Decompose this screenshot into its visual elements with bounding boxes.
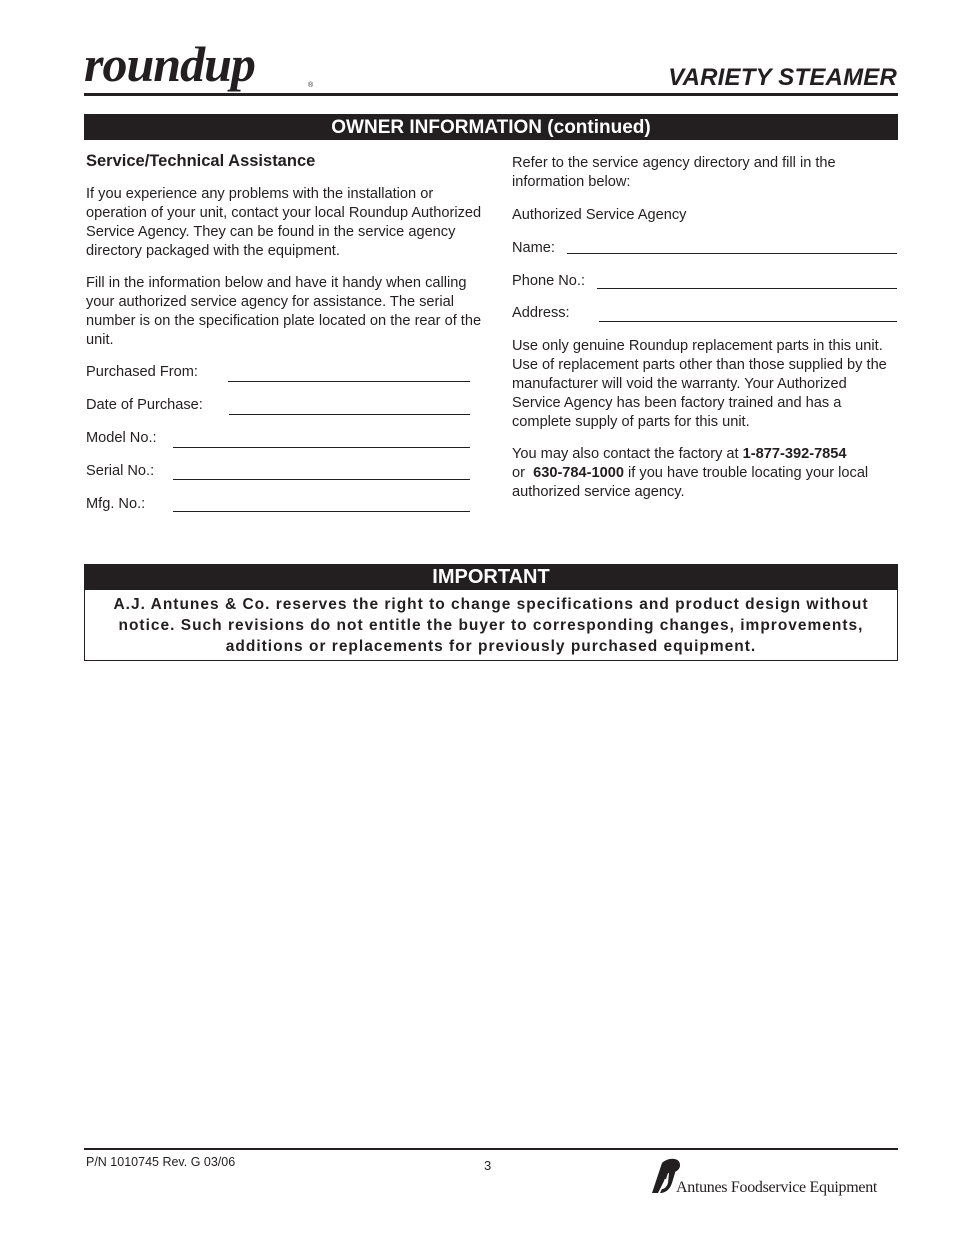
agency-address-field[interactable] <box>599 321 897 322</box>
model-no-field[interactable] <box>173 447 470 448</box>
company-name: Antunes Foodservice Equipment <box>676 1179 878 1196</box>
serial-no-field[interactable] <box>173 479 470 480</box>
part-number: P/N 1010745 Rev. G 03/06 <box>86 1155 236 1169</box>
purchased-from-field[interactable] <box>228 381 470 382</box>
mfg-no-label: Mfg. No.: <box>86 496 146 512</box>
agency-name-field[interactable] <box>567 253 897 254</box>
serial-no-label: Serial No.: <box>86 463 155 479</box>
model-no-label: Model No.: <box>86 430 157 446</box>
section-title-owner-information: OWNER INFORMATION (continued) <box>84 114 898 140</box>
footer-divider <box>84 1148 898 1150</box>
agency-address-label: Address: <box>512 305 570 321</box>
directory-instructions: Refer to the service agency directory and fill in the information below: <box>512 155 836 190</box>
factory-contact-paragraph <box>512 445 902 502</box>
service-assistance-paragraph: If you experience any problems with the installation or operation of your unit, contact your local Roundup Authorized Service Agency. They can be found in the service agency directory packaged with the equipment. <box>86 186 482 259</box>
contact-suffix: if you have trouble locating your local authorized service agency. <box>512 465 869 500</box>
mfg-no-field[interactable] <box>173 511 470 512</box>
contact-or: or <box>512 465 525 481</box>
important-notice-text: A.J. Antunes & Co. reserves the right to change specifications and product design without notice. Such revisions do not entitle the buyer to corresponding changes, improvements, additions or replacements for previously purchased equipment. <box>113 596 869 655</box>
contact-prefix: You may also contact the factory at <box>512 446 739 462</box>
header-divider <box>84 93 898 96</box>
logo-wordmark: roundup <box>84 36 255 92</box>
replacement-parts-paragraph: Use only genuine Roundup replacement parts in this unit. Use of replacement parts other than those supplied by the manufacturer will void the warranty. Your Authorized Service Agency has been factory trained and has a complete supply of parts for this unit. <box>512 338 887 430</box>
document-title: VARIETY STEAMER <box>668 64 897 91</box>
date-of-purchase-label: Date of Purchase: <box>86 397 203 413</box>
factory-phone-2: 630-784-1000 <box>533 465 624 481</box>
service-assistance-heading: Service/Technical Assistance <box>86 152 316 170</box>
factory-phone-1: 1-877-392-7854 <box>742 446 847 462</box>
section-title-important: IMPORTANT <box>84 564 898 590</box>
date-of-purchase-field[interactable] <box>229 414 470 415</box>
purchased-from-label: Purchased From: <box>86 364 198 380</box>
agency-name-label: Name: <box>512 240 555 256</box>
registered-mark: ® <box>308 82 314 89</box>
agency-phone-label: Phone No.: <box>512 273 586 289</box>
agency-phone-field[interactable] <box>597 288 897 289</box>
page-number: 3 <box>484 1158 492 1173</box>
authorized-agency-label: Authorized Service Agency <box>512 207 687 223</box>
roundup-logo <box>84 36 316 96</box>
important-notice-box <box>84 590 898 661</box>
fill-in-instructions-paragraph: Fill in the information below and have it handy when calling your authorized service agency for assistance. The serial number is on the specification plate located on the rear of the unit. <box>86 275 482 348</box>
